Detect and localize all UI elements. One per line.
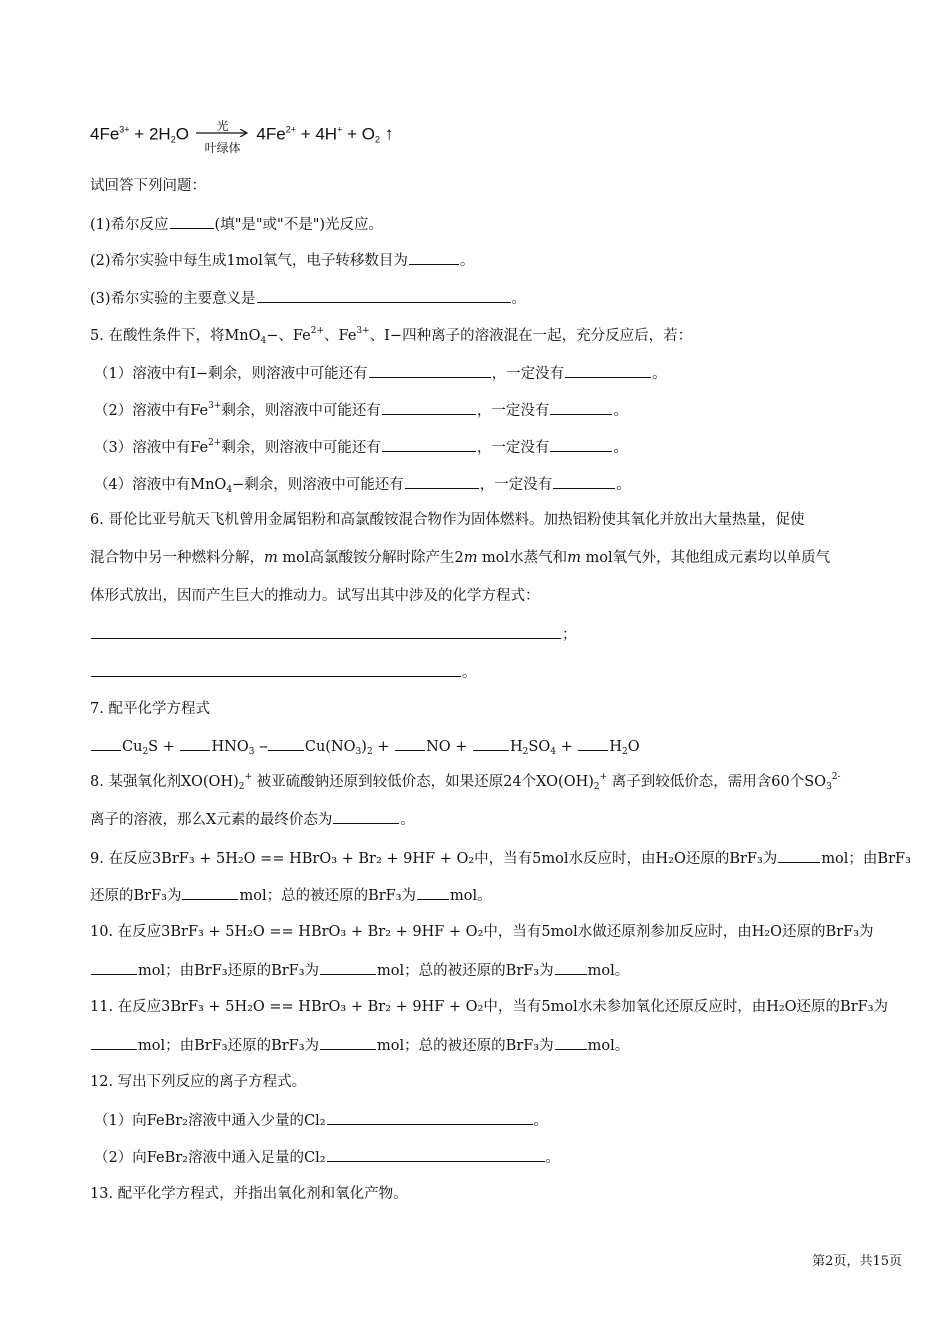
answer-blank[interactable] [91, 662, 461, 677]
q4-p1-text: (1)希尔反应 [90, 217, 169, 233]
q12-s1-a: （1）向FeBr₂溶液中通入少量的Cl₂ [94, 1113, 326, 1129]
page-number: 第2页，共15页 [812, 1254, 902, 1269]
q7-h2so4-sub2: 2 [522, 747, 529, 757]
q5-stem-sup2: 3+ [356, 326, 370, 336]
answer-blank[interactable] [170, 214, 214, 229]
q12-s2-b: 。 [545, 1150, 561, 1166]
q5-s4-sub: 4 [226, 485, 233, 495]
q6-end1: ； [562, 627, 577, 643]
q7-arrow: -- [259, 739, 267, 755]
answer-blank[interactable] [91, 1035, 137, 1050]
answer-blank[interactable] [555, 960, 587, 975]
q7-plus2: + [560, 739, 573, 755]
answer-blank[interactable] [555, 1035, 587, 1050]
q10-l2-b: mol；总的被还原的BrF₃为 [377, 963, 554, 979]
eq-fe3-charge: 3+ [119, 124, 130, 135]
q5-sub4 [94, 474, 914, 495]
q7-h2so4-sub4: 4 [550, 747, 556, 757]
q4-p1-tail: (填"是"或"不是")光反应。 [214, 217, 384, 233]
answer-blank[interactable] [382, 437, 476, 452]
arrow-condition-light: 光 [216, 119, 229, 133]
eq-h2o-sub: 2 [170, 134, 176, 145]
q5-stem-d: 、I [369, 328, 390, 344]
answer-blank[interactable] [565, 363, 651, 378]
answer-blank[interactable] [405, 474, 479, 489]
q7-cuno: Cu(NO [304, 739, 356, 755]
q6-var-m: m [567, 550, 581, 566]
q5-s4-b: −剩余，则溶液中可能还有 [232, 477, 404, 493]
q7-hno: HNO [211, 739, 249, 755]
eq-fe: 4Fe [90, 124, 120, 144]
q9-l2-b: mol；总的被还原的BrF₃为 [239, 888, 417, 904]
q12-sub1 [94, 1110, 914, 1131]
q5-s3-d: 。 [613, 440, 628, 456]
coefficient-blank[interactable] [180, 736, 210, 751]
q6-line2 [90, 548, 910, 568]
q8-l1-sub: 2 [238, 782, 245, 792]
q5-s1-b: ，一定没有 [491, 366, 565, 382]
q5-stem-c: 、Fe [324, 328, 357, 344]
answer-blank[interactable] [91, 960, 137, 975]
eq-o2: + O [347, 124, 375, 144]
q8-l1-a: 8. 某强氧化剂XO(OH) [90, 774, 239, 790]
q7-cuno-sub2: 2 [366, 747, 373, 757]
answer-blank[interactable] [409, 250, 459, 265]
q10-line1: 10. 在反应3BrF₃ + 5H₂O == HBrO₃ + Br₂ + 9HF + O₂中，当有5mol水做还原剂参加反应时，由H₂O还原的BrF₃为 [90, 924, 874, 940]
q11-line2 [90, 1035, 910, 1056]
eq-fe-product: 4Fe [256, 124, 286, 144]
q7-equation [90, 736, 910, 757]
answer-blank[interactable] [382, 400, 476, 415]
q7-h2so4-h: H [510, 739, 523, 755]
q6-l2-a: 混合物中另一种燃料分解， [90, 550, 264, 566]
q7-plus: + [377, 739, 390, 755]
q12-title: 12. 写出下列反应的离子方程式。 [90, 1074, 307, 1090]
q12-s1-b: 。 [533, 1113, 549, 1129]
q10-line2 [90, 960, 910, 981]
answer-blank[interactable] [553, 474, 615, 489]
q4-p2-tail: 。 [459, 253, 475, 269]
q12-s2-a: （2）向FeBr₂溶液中通入足量的Cl₂ [94, 1150, 326, 1166]
q9-line1 [90, 848, 910, 869]
q12-sub2 [94, 1147, 914, 1168]
q6-var-m: m [463, 550, 478, 566]
q6-l2-b: mol高氯酸铵分解时除产生2 [277, 550, 464, 566]
coefficient-blank[interactable] [268, 736, 304, 751]
q8-l1-sup3: 2- [831, 772, 841, 782]
q7-cu-sub: 2 [142, 747, 149, 757]
coefficient-blank[interactable] [473, 736, 509, 751]
answer-blank[interactable] [182, 885, 238, 900]
q8-l1-c: 离子到较低价态，需用含60个SO [607, 774, 827, 790]
hill-reaction-equation [90, 118, 910, 155]
q4-part3 [90, 288, 910, 309]
q5-sub1 [94, 363, 914, 384]
q6-l2-c: mol水蒸气和 [477, 550, 568, 566]
q8-l1-sup2: + [599, 772, 608, 782]
q8-line1 [90, 772, 910, 792]
eq-h-charge: + [337, 124, 343, 135]
q4-p3-tail: 。 [511, 291, 527, 307]
q8-l2-a: 离子的溶液，那么X元素的最终价态为 [90, 812, 333, 828]
reaction-arrow [196, 118, 250, 155]
answer-blank[interactable] [327, 1147, 545, 1162]
q13-title: 13. 配平化学方程式，并指出氧化剂和氧化产物。 [90, 1186, 408, 1202]
q5-sub3 [94, 437, 914, 458]
q6-line1: 6. 哥伦比亚号航天飞机曾用金属铝粉和高氯酸铵混合物作为固体燃料。加热铝粉使其氧化并放出大量热量，促使 [90, 512, 805, 528]
q5-s4-a: （4）溶液中有MnO [94, 477, 227, 493]
q5-stem-sup1: 2+ [310, 326, 325, 336]
right-arrow-icon [196, 129, 250, 137]
q8-l1-sub2: 2 [593, 782, 600, 792]
answer-blank[interactable] [320, 1035, 376, 1050]
answer-blank[interactable] [91, 624, 561, 639]
q7-cuno-close: ) [361, 739, 367, 755]
q9-l1-end: mol；由BrF₃ [821, 851, 911, 867]
q7-hno-sub: 3 [248, 747, 255, 757]
gas-arrow-icon: ↑ [384, 123, 394, 144]
q5-s2-a: （2）溶液中有Fe [94, 403, 209, 419]
q10-l2-a: mol；由BrF₃还原的BrF₃为 [138, 963, 320, 979]
q5-s4-d: 。 [616, 477, 631, 493]
answer-blank[interactable] [417, 885, 449, 900]
q5-s2-b: 剩余，则溶液中可能还有 [221, 403, 381, 419]
q11-line1: 11. 在反应3BrF₃ + 5H₂O == HBrO₃ + Br₂ + 9HF + O₂中，当有5mol水未参加氧化还原反应时，由H₂O还原的BrF₃为 [90, 999, 889, 1015]
q4-p2-text: (2)希尔实验中每生成1mol氧气，电子转移数目为 [90, 253, 408, 269]
q11-l2-c: mol。 [587, 1038, 630, 1054]
q8-line2 [90, 809, 910, 830]
eq-h-product: + 4H [300, 124, 338, 144]
q9-l2-a: 还原的BrF₃为 [90, 888, 182, 904]
answer-blank[interactable] [550, 400, 612, 415]
q7-h2so4-so: SO [528, 739, 551, 755]
q6-line3: 体形式放出，因而产生巨大的推动力。试写出其中涉及的化学方程式： [90, 588, 540, 604]
q7-s: S + [148, 739, 175, 755]
q6-var-m: m [264, 550, 278, 566]
q8-l1-b: 被亚硫酸钠还原到较低价态，如果还原24个XO(OH) [252, 774, 594, 790]
q4-part1 [90, 214, 910, 235]
q5-stem-a: 5. 在酸性条件下，将MnO [90, 328, 261, 344]
eq-h2o-h: + 2H [134, 124, 171, 144]
q5-sub2 [94, 400, 914, 421]
q7-title: 7. 配平化学方程式 [90, 701, 210, 717]
q5-s3-c: ，一定没有 [476, 440, 550, 456]
q5-s4-c: ，一定没有 [479, 477, 553, 493]
q7-cu: Cu [122, 739, 143, 755]
answer-blank[interactable] [778, 848, 820, 863]
intro-text: 试回答下列问题： [90, 178, 206, 194]
q5-s3-sup: 2+ [208, 438, 222, 448]
q5-s1-a: （1）溶液中有I−剩余，则溶液中可能还有 [94, 366, 368, 382]
q5-stem [90, 326, 910, 346]
answer-blank[interactable] [550, 437, 612, 452]
q6-answer-line2 [90, 662, 910, 683]
q5-s2-sup: 3+ [208, 401, 222, 411]
q7-h2o-o: O [627, 739, 640, 755]
answer-blank[interactable] [333, 809, 399, 824]
q5-s2-c: ，一定没有 [476, 403, 550, 419]
q11-l2-a: mol；由BrF₃还原的BrF₃为 [138, 1038, 320, 1054]
q5-s3-b: 剩余，则溶液中可能还有 [221, 440, 381, 456]
q6-l2-d: mol氧气外，其他组成元素均以单质气 [580, 550, 831, 566]
coefficient-blank[interactable] [91, 736, 121, 751]
coefficient-blank[interactable] [578, 736, 608, 751]
eq-o2-sub: 2 [374, 134, 380, 145]
q7-cuno-sub3: 3 [355, 747, 362, 757]
q7-h2o-sub: 2 [622, 747, 628, 757]
eq-fe2-charge: 2+ [285, 124, 296, 135]
answer-blank[interactable] [257, 288, 511, 303]
q11-l2-b: mol；总的被还原的BrF₃为 [377, 1038, 554, 1054]
q9-l2-c: mol。 [450, 888, 492, 904]
q5-stem-b: −、Fe [266, 328, 311, 344]
q5-stem-e: −四种离子的溶液混在一起，充分反应后，若： [389, 328, 693, 344]
q5-s1-c: 。 [652, 366, 667, 382]
q6-end2: 。 [462, 665, 477, 681]
q5-s2-d: 。 [613, 403, 628, 419]
eq-h2o-o: O [175, 124, 189, 144]
q5-s3-a: （3）溶液中有Fe [94, 440, 209, 456]
answer-blank[interactable] [320, 960, 376, 975]
q6-answer-line1 [90, 624, 910, 645]
q7-h2o-h: H [609, 739, 622, 755]
q10-l2-c: mol。 [587, 963, 630, 979]
q8-l1-sub3: 3 [826, 782, 832, 792]
q5-stem-sub: 4 [260, 336, 267, 346]
answer-blank[interactable] [369, 363, 491, 378]
q8-l2-b: 。 [400, 812, 415, 828]
answer-blank[interactable] [327, 1110, 533, 1125]
q4-part2 [90, 250, 910, 271]
q8-l1-sup: + [244, 772, 253, 782]
q4-p3-text: (3)希尔实验的主要意义是 [90, 291, 256, 307]
q7-no: NO + [426, 739, 468, 755]
coefficient-blank[interactable] [395, 736, 425, 751]
q9-line2 [90, 885, 910, 906]
q9-l1: 9. 在反应3BrF₃ + 5H₂O == HBrO₃ + Br₂ + 9HF + O₂中，当有5mol水反应时，由H₂O还原的BrF₃为 [90, 851, 778, 867]
arrow-condition-chloroplast: 叶绿体 [204, 141, 241, 155]
